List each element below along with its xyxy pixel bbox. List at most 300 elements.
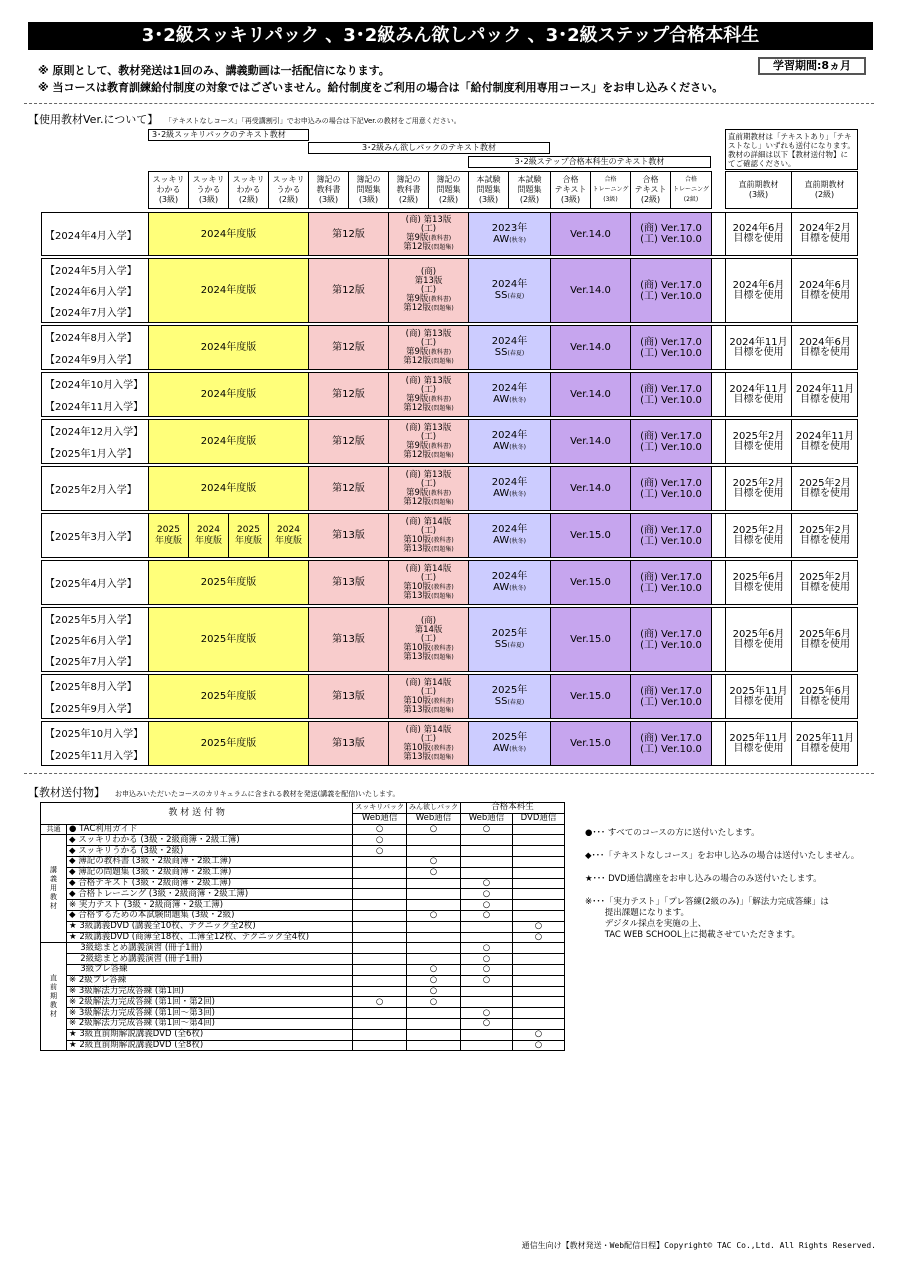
legend-item: ●･･･ すべてのコースの方に送付いたします。 bbox=[585, 828, 760, 838]
edition-line: 第13版 bbox=[414, 276, 443, 286]
target-3: 2025年2月 目標を使用 bbox=[726, 420, 792, 463]
edition-sub: (問題集) bbox=[431, 498, 454, 506]
edition-cell: 2025年度版 bbox=[149, 561, 309, 604]
exam-season: SS(春夏) bbox=[494, 347, 525, 358]
section-title: 【教材送付物】 bbox=[28, 786, 105, 799]
material-name: ※ 2級解法力完成答練 (第1回・第2回) bbox=[67, 997, 353, 1008]
row-labels bbox=[42, 675, 149, 718]
edition-sub: (教科書) bbox=[431, 536, 454, 544]
edition-sub: (問題集) bbox=[431, 545, 454, 553]
season-sub: (春夏) bbox=[507, 699, 525, 706]
exam-book-cell bbox=[469, 722, 551, 765]
mark-cell: ○ bbox=[461, 1018, 513, 1029]
edition-line: 第13版(問題集) bbox=[403, 652, 454, 662]
mark-cell: ○ bbox=[461, 889, 513, 900]
intake-label: 【2025年10月入学】 bbox=[45, 729, 144, 741]
mark-cell bbox=[353, 1040, 407, 1051]
mark-cell: ○ bbox=[407, 856, 461, 867]
target-3: 2025年6月 目標を使用 bbox=[726, 561, 792, 604]
mark-cell: ○ bbox=[407, 975, 461, 986]
mark-cell bbox=[513, 889, 565, 900]
col-header: スッキリパック bbox=[353, 803, 407, 814]
season-sub: (秋冬) bbox=[509, 585, 526, 592]
mark-cell bbox=[353, 867, 407, 878]
mark-cell bbox=[513, 997, 565, 1008]
intake-label: 【2025年11月入学】 bbox=[45, 750, 144, 762]
divider bbox=[24, 103, 874, 104]
header-right-note: 直前期教材は「テキストあり」「テキストなし」いずれも送付になります。教材の詳細は以下【教材送付物】にてご確認ください。 bbox=[725, 129, 858, 170]
minhoshi-3-cell: 第13版 bbox=[309, 514, 389, 557]
mark-cell bbox=[353, 878, 407, 889]
mark-cell bbox=[513, 910, 565, 921]
mark-cell bbox=[353, 986, 407, 997]
edition-cell: 2024年度版 bbox=[149, 326, 309, 369]
intake-label: 【2024年11月入学】 bbox=[45, 401, 144, 413]
mark-cell: ○ bbox=[461, 975, 513, 986]
section-materials-version bbox=[28, 111, 461, 127]
edition-sub: (教科書) bbox=[428, 489, 452, 497]
exam-year: 2024年 bbox=[491, 477, 528, 488]
edition-line: (商) 第14版 bbox=[405, 563, 452, 574]
edition-sub: (教科書) bbox=[428, 442, 452, 450]
mark-cell bbox=[461, 932, 513, 943]
mark-cell: ○ bbox=[461, 964, 513, 975]
table-row bbox=[41, 867, 565, 878]
edition-line: 第9版(教科書) bbox=[405, 346, 452, 357]
table-row bbox=[41, 921, 565, 932]
edition-sub: (問題集) bbox=[431, 357, 454, 365]
edition-sub: (問題集) bbox=[431, 753, 454, 761]
edition-line: (工) bbox=[420, 686, 437, 697]
intake-label: 【2024年5月入学】 bbox=[45, 266, 137, 277]
edition-line: 第12版(問題集) bbox=[403, 496, 454, 507]
legend bbox=[585, 828, 859, 941]
season-sub: (春夏) bbox=[507, 350, 525, 357]
edition-line: 第13版(問題集) bbox=[403, 590, 454, 601]
edition-line: (商) bbox=[420, 267, 437, 277]
edition-cell: 2024年度版 bbox=[149, 259, 309, 322]
step-3-cell: Ver.14.0 bbox=[551, 213, 631, 255]
edition-line: (工) bbox=[420, 525, 437, 536]
minhoshi-2-cell bbox=[389, 561, 469, 604]
header-col: 合格 トレーニング (2級) bbox=[670, 171, 712, 209]
intake-label: 【2025年4月入学】 bbox=[45, 579, 137, 590]
mark-cell bbox=[513, 986, 565, 997]
edition-cell: 2025 年度版 bbox=[149, 514, 189, 557]
target-2: 2025年2月 目標を使用 bbox=[799, 571, 851, 593]
step-3-cell: Ver.14.0 bbox=[551, 420, 631, 463]
mark-cell bbox=[513, 1018, 565, 1029]
edition-line: (工) bbox=[420, 572, 437, 583]
edition-sub: (教科書) bbox=[431, 645, 454, 652]
edition-line: (商) 第13版 bbox=[405, 215, 452, 225]
edition-line: 第12版(問題集) bbox=[403, 402, 454, 413]
edition-line: (工) bbox=[420, 384, 437, 395]
table-row bbox=[41, 943, 565, 954]
mark-cell bbox=[407, 835, 461, 846]
target-2: 2024年6月 目標を使用 bbox=[799, 279, 851, 301]
row-labels bbox=[42, 213, 149, 255]
edition-line: (工) bbox=[420, 337, 437, 348]
mark-cell bbox=[461, 921, 513, 932]
edition-sub: (問題集) bbox=[431, 451, 454, 459]
mark-cell bbox=[353, 889, 407, 900]
edition-cell: 2024年度版 bbox=[149, 373, 309, 416]
mark-cell: ○ bbox=[461, 878, 513, 889]
material-name: ※ 3級解法力完成答練 (第1回) bbox=[67, 986, 353, 997]
minhoshi-3-cell: 第12版 bbox=[309, 420, 389, 463]
mark-cell bbox=[513, 1008, 565, 1019]
step-3-cell: Ver.14.0 bbox=[551, 326, 631, 369]
header-col: スッキリ うかる (3級) bbox=[188, 171, 229, 209]
exam-book-cell bbox=[469, 608, 551, 671]
minhoshi-3-cell: 第13版 bbox=[309, 722, 389, 765]
exam-book-cell bbox=[469, 326, 551, 369]
mark-cell: ○ bbox=[407, 824, 461, 835]
group-label: 直 前 期 教 材 bbox=[41, 943, 67, 1051]
edition-sub: (問題集) bbox=[431, 404, 454, 412]
col-subheader: DVD通信 bbox=[513, 813, 565, 824]
season-sub: (秋冬) bbox=[509, 491, 526, 498]
mark-cell: ○ bbox=[407, 867, 461, 878]
minhoshi-2-cell bbox=[389, 722, 469, 765]
season-sub: (秋冬) bbox=[509, 397, 526, 404]
legend-item: ※･･･「実力テスト」「プレ答練(2級のみ)」「解法力完成答練」は 提出課題になります。 デジタル採点を実施の上、 TAC WEB SCHOOL上に掲載させていただきます。 bbox=[585, 897, 829, 940]
season-sub: (秋冬) bbox=[509, 538, 526, 545]
mark-cell bbox=[513, 975, 565, 986]
target-3: 2025年2月 目標を使用 bbox=[726, 514, 792, 557]
material-name: ★ 3級講義DVD (講義全10枚、テクニック全2枚) bbox=[67, 921, 353, 932]
minhoshi-3-cell: 第12版 bbox=[309, 326, 389, 369]
exam-book-cell bbox=[469, 514, 551, 557]
minhoshi-2-cell bbox=[389, 675, 469, 718]
mark-cell bbox=[353, 1008, 407, 1019]
mark-cell bbox=[461, 1029, 513, 1040]
target-2: 2024年6月 目標を使用 bbox=[799, 336, 851, 358]
header-group-step: 3･2級ステップ合格本科生のテキスト教材 bbox=[468, 156, 711, 168]
material-name: ※ 3級解法力完成答練 (第1回～第3回) bbox=[67, 1008, 353, 1019]
intake-label: 【2024年7月入学】 bbox=[45, 308, 137, 319]
step-3-cell: Ver.14.0 bbox=[551, 373, 631, 416]
season-sub: (秋冬) bbox=[509, 236, 526, 244]
material-name: ※ 2級解法力完成答練 (第1回～第4回) bbox=[67, 1018, 353, 1029]
group-label: 共通 bbox=[41, 824, 67, 835]
row-labels bbox=[42, 373, 149, 416]
minhoshi-2-cell bbox=[389, 420, 469, 463]
intake-label: 【2025年1月入学】 bbox=[45, 448, 137, 460]
exam-year: 2024年 bbox=[491, 336, 528, 347]
edition-line: 第9版(教科書) bbox=[405, 440, 452, 451]
mark-cell bbox=[513, 856, 565, 867]
minhoshi-3-cell: 第12版 bbox=[309, 259, 389, 322]
exam-book-cell bbox=[469, 259, 551, 322]
exam-year: 2024年 bbox=[491, 279, 528, 290]
edition-line: (商) 第13版 bbox=[405, 328, 452, 339]
col-header: 教 材 送 付 物 bbox=[41, 803, 353, 825]
target-cells bbox=[725, 212, 858, 256]
table-row bbox=[41, 986, 565, 997]
mark-cell: ○ bbox=[407, 910, 461, 921]
row-labels bbox=[42, 259, 149, 322]
edition-line: 第9版(教科書) bbox=[405, 294, 452, 304]
minhoshi-3-cell: 第13版 bbox=[309, 675, 389, 718]
table-row bbox=[41, 910, 565, 921]
table-row bbox=[41, 1040, 565, 1051]
mark-cell bbox=[353, 975, 407, 986]
material-name: ◆ 簿記の教科書 (3級・2級商簿・2級工簿) bbox=[67, 856, 353, 867]
mark-cell bbox=[513, 900, 565, 911]
table-row bbox=[41, 997, 565, 1008]
target-cells bbox=[725, 258, 858, 323]
mark-cell bbox=[353, 1018, 407, 1029]
table-row bbox=[41, 1029, 565, 1040]
mark-cell bbox=[407, 1008, 461, 1019]
edition-line: 第10版(教科書) bbox=[403, 534, 454, 545]
material-name: ◆ スッキリわかる (3級・2級商簿・2級工簿) bbox=[67, 835, 353, 846]
mark-cell: ○ bbox=[513, 1029, 565, 1040]
edition-line: 第12版(問題集) bbox=[403, 303, 454, 313]
exam-year: 2024年 bbox=[491, 383, 528, 394]
mark-cell bbox=[461, 835, 513, 846]
target-cells bbox=[725, 674, 858, 719]
edition-line: (工) bbox=[420, 431, 437, 442]
mark-cell bbox=[353, 910, 407, 921]
edition-line: 第12版(問題集) bbox=[403, 355, 454, 366]
exam-season: AW(秋冬) bbox=[493, 488, 526, 499]
mark-cell bbox=[407, 1018, 461, 1029]
edition-sub: (教科書) bbox=[428, 348, 452, 356]
edition-line: (商) 第13版 bbox=[405, 469, 452, 480]
header-col: スッキリ うかる (2級) bbox=[268, 171, 309, 209]
step-3-cell: Ver.15.0 bbox=[551, 675, 631, 718]
target-cells bbox=[725, 721, 858, 766]
mark-cell bbox=[353, 856, 407, 867]
table-row bbox=[41, 975, 565, 986]
material-name: ※ 実力テスト (3級・2級商簿・2級工簿) bbox=[67, 900, 353, 911]
target-cells bbox=[725, 372, 858, 417]
minhoshi-3-cell: 第13版 bbox=[309, 561, 389, 604]
minhoshi-2-cell bbox=[389, 514, 469, 557]
footer-copyright: 通信生向け【教材発送・Web配信日程】Copyright© TAC Co.,Ltd. All Rights Reserved. bbox=[521, 1241, 876, 1250]
step-3-cell: Ver.15.0 bbox=[551, 608, 631, 671]
col-subheader: Web通信 bbox=[407, 813, 461, 824]
edition-line: 第10版(教科書) bbox=[403, 581, 454, 592]
step-2-cell: (商) Ver.17.0 (工) Ver.10.0 bbox=[631, 326, 712, 369]
mark-cell bbox=[353, 932, 407, 943]
edition-line: (商) 第14版 bbox=[405, 677, 452, 688]
target-3: 2024年11月 目標を使用 bbox=[726, 373, 792, 416]
target-3: 2025年11月 目標を使用 bbox=[726, 675, 792, 718]
step-3-cell: Ver.14.0 bbox=[551, 259, 631, 322]
intake-label: 【2024年12月入学】 bbox=[45, 427, 144, 439]
target-cells bbox=[725, 607, 858, 672]
header-col: 合格 テキスト (3級) bbox=[550, 171, 591, 209]
step-3-cell: Ver.15.0 bbox=[551, 561, 631, 604]
header-col: 簿記の 教科書 (2級) bbox=[388, 171, 429, 209]
mark-cell: ○ bbox=[353, 824, 407, 835]
note-2: ※ 当コースは教育訓練給付制度の対象ではございません。給付制度をご利用の場合は「給付制度利用専用コース」をお申し込みください。 bbox=[38, 81, 724, 94]
row-labels bbox=[42, 561, 149, 604]
edition-line: (工) bbox=[420, 285, 437, 295]
exam-season: AW(秋冬) bbox=[493, 394, 526, 405]
intake-label: 【2025年9月入学】 bbox=[45, 703, 137, 715]
mark-cell bbox=[513, 878, 565, 889]
step-2-cell: (商) Ver.17.0 (工) Ver.10.0 bbox=[631, 514, 712, 557]
target-2: 2025年6月 目標を使用 bbox=[799, 628, 851, 650]
edition-line: (工) bbox=[420, 478, 437, 489]
mark-cell bbox=[353, 954, 407, 965]
mark-cell: ○ bbox=[353, 997, 407, 1008]
col-header: みん欲しパック bbox=[407, 803, 461, 814]
mark-cell: ○ bbox=[513, 921, 565, 932]
edition-sub: (教科書) bbox=[428, 296, 452, 303]
table-row bbox=[41, 900, 565, 911]
exam-book-cell bbox=[469, 467, 551, 510]
table-row bbox=[41, 856, 565, 867]
step-3-cell: Ver.15.0 bbox=[551, 514, 631, 557]
mark-cell bbox=[353, 921, 407, 932]
exam-season: SS(春夏) bbox=[494, 639, 525, 650]
step-2-cell: (商) Ver.17.0 (工) Ver.10.0 bbox=[631, 561, 712, 604]
row-labels bbox=[42, 514, 149, 557]
header-col: 簿記の 問題集 (2級) bbox=[428, 171, 469, 209]
mark-cell bbox=[513, 954, 565, 965]
edition-line: (商) 第13版 bbox=[405, 375, 452, 386]
edition-line: 第13版(問題集) bbox=[403, 704, 454, 715]
exam-book-cell bbox=[469, 420, 551, 463]
step-2-cell: (商) Ver.17.0 (工) Ver.10.0 bbox=[631, 213, 712, 255]
intake-label: 【2025年6月入学】 bbox=[45, 636, 137, 647]
col-subheader: Web通信 bbox=[353, 813, 407, 824]
mark-cell bbox=[407, 921, 461, 932]
note-1: ※ 原則として、教材発送は1回のみ、講義動画は一括配信になります。 bbox=[38, 64, 390, 77]
mark-cell: ○ bbox=[461, 824, 513, 835]
edition-cell: 2024年度版 bbox=[149, 420, 309, 463]
step-2-cell: (商) Ver.17.0 (工) Ver.10.0 bbox=[631, 259, 712, 322]
mark-cell: ○ bbox=[513, 1040, 565, 1051]
legend-item: ◆･･･「テキストなしコース」をお申し込みの場合は送付いたしません。 bbox=[585, 851, 860, 861]
row-labels bbox=[42, 326, 149, 369]
edition-cell: 2025年度版 bbox=[149, 675, 309, 718]
edition-line: 第12版(問題集) bbox=[403, 242, 454, 252]
minhoshi-2-cell bbox=[389, 326, 469, 369]
minhoshi-2-cell bbox=[389, 467, 469, 510]
intake-label: 【2025年5月入学】 bbox=[45, 615, 137, 626]
mark-cell bbox=[513, 964, 565, 975]
mark-cell bbox=[513, 846, 565, 857]
divider bbox=[24, 773, 874, 774]
minhoshi-2-cell bbox=[389, 373, 469, 416]
target-cells bbox=[725, 325, 858, 370]
mark-cell bbox=[513, 835, 565, 846]
intake-label: 【2024年6月入学】 bbox=[45, 287, 137, 298]
edition-line: (工) bbox=[420, 224, 437, 234]
table-row bbox=[41, 835, 565, 846]
edition-line: 第14版 bbox=[414, 625, 443, 635]
row-labels bbox=[42, 608, 149, 671]
target-2: 2025年11月 目標を使用 bbox=[795, 732, 855, 754]
edition-sub: (教科書) bbox=[431, 583, 454, 591]
material-name: ★ 2級直前期解説講義DVD (全8枚) bbox=[67, 1040, 353, 1051]
season-sub: (春夏) bbox=[507, 642, 525, 649]
table-row bbox=[41, 824, 565, 835]
exam-book-cell bbox=[469, 675, 551, 718]
shipped-materials-table bbox=[40, 802, 565, 1051]
exam-book-cell bbox=[469, 561, 551, 604]
exam-year: 2024年 bbox=[491, 430, 528, 441]
header-col: 本試験 問題集 (3級) bbox=[468, 171, 509, 209]
edition-line: 第12版(問題集) bbox=[403, 449, 454, 460]
edition-line: 第9版(教科書) bbox=[405, 393, 452, 404]
material-name: 3級総まとめ講義演習 (冊子1冊) bbox=[67, 943, 353, 954]
step-3-cell: Ver.14.0 bbox=[551, 467, 631, 510]
header-col: 合格 テキスト (2級) bbox=[630, 171, 671, 209]
edition-cell: 2024 年度版 bbox=[189, 514, 229, 557]
edition-line: (工) bbox=[420, 634, 437, 644]
mark-cell: ○ bbox=[407, 986, 461, 997]
mark-cell bbox=[461, 986, 513, 997]
page-title: 3･2級スッキリパック 、3･2級みん欲しパック 、3･2級ステップ合格本科生 bbox=[28, 22, 873, 50]
section-note: 「テキストなしコース」「再受講割引」でお申込みの場合は下記Ver.の教材をご用意ください。 bbox=[168, 117, 461, 125]
header-col: 簿記の 教科書 (3級) bbox=[308, 171, 349, 209]
minhoshi-3-cell: 第12版 bbox=[309, 373, 389, 416]
target-2: 2025年6月 目標を使用 bbox=[799, 685, 851, 707]
mark-cell: ○ bbox=[461, 943, 513, 954]
group-label: 講 義 用 教 材 bbox=[41, 835, 67, 943]
edition-line: (商) 第14版 bbox=[405, 516, 452, 527]
mark-cell bbox=[407, 846, 461, 857]
material-name: ◆ 簿記の問題集 (3級・2級商簿・2級工簿) bbox=[67, 867, 353, 878]
mark-cell bbox=[461, 867, 513, 878]
exam-book-cell bbox=[469, 213, 551, 255]
exam-year: 2025年 bbox=[491, 685, 528, 696]
table-row bbox=[41, 954, 565, 965]
row-labels bbox=[42, 420, 149, 463]
target-2: 2024年11月 目標を使用 bbox=[795, 430, 855, 452]
mark-cell bbox=[513, 867, 565, 878]
target-3: 2025年6月 目標を使用 bbox=[726, 608, 792, 671]
mark-cell: ○ bbox=[353, 835, 407, 846]
mark-cell: ○ bbox=[461, 900, 513, 911]
intake-label: 【2024年9月入学】 bbox=[45, 354, 137, 366]
edition-cell: 2025 年度版 bbox=[229, 514, 269, 557]
table-row bbox=[41, 1008, 565, 1019]
material-name: ※ 2級プレ答練 bbox=[67, 975, 353, 986]
edition-line: (商) 第14版 bbox=[405, 724, 452, 735]
row-labels bbox=[42, 722, 149, 765]
minhoshi-2-cell bbox=[389, 213, 469, 255]
header-right-col2: 直前期教材 (2級) bbox=[791, 171, 858, 209]
legend-item: ★･･･ DVD通信講座をお申し込みの場合のみ送付いたします。 bbox=[585, 874, 822, 884]
mark-cell bbox=[513, 824, 565, 835]
header-col: 簿記の 問題集 (3級) bbox=[348, 171, 389, 209]
table-row bbox=[41, 878, 565, 889]
mark-cell: ○ bbox=[407, 964, 461, 975]
edition-line: (商) 第13版 bbox=[405, 422, 452, 433]
edition-line: 第9版(教科書) bbox=[405, 233, 452, 243]
material-name: ◆ 合格トレーニング (3級・2級商簿・2級工簿) bbox=[67, 889, 353, 900]
exam-year: 2025年 bbox=[491, 732, 528, 743]
mark-cell: ○ bbox=[461, 910, 513, 921]
edition-line: 第10版(教科書) bbox=[403, 742, 454, 753]
edition-line: 第13版(問題集) bbox=[403, 751, 454, 762]
target-3: 2024年6月 目標を使用 bbox=[726, 259, 792, 322]
intake-label: 【2024年4月入学】 bbox=[45, 230, 137, 242]
intake-label: 【2024年8月入学】 bbox=[45, 333, 137, 345]
mark-cell: ○ bbox=[353, 846, 407, 857]
edition-sub: (問題集) bbox=[431, 706, 454, 714]
edition-line: (商) bbox=[420, 616, 437, 626]
